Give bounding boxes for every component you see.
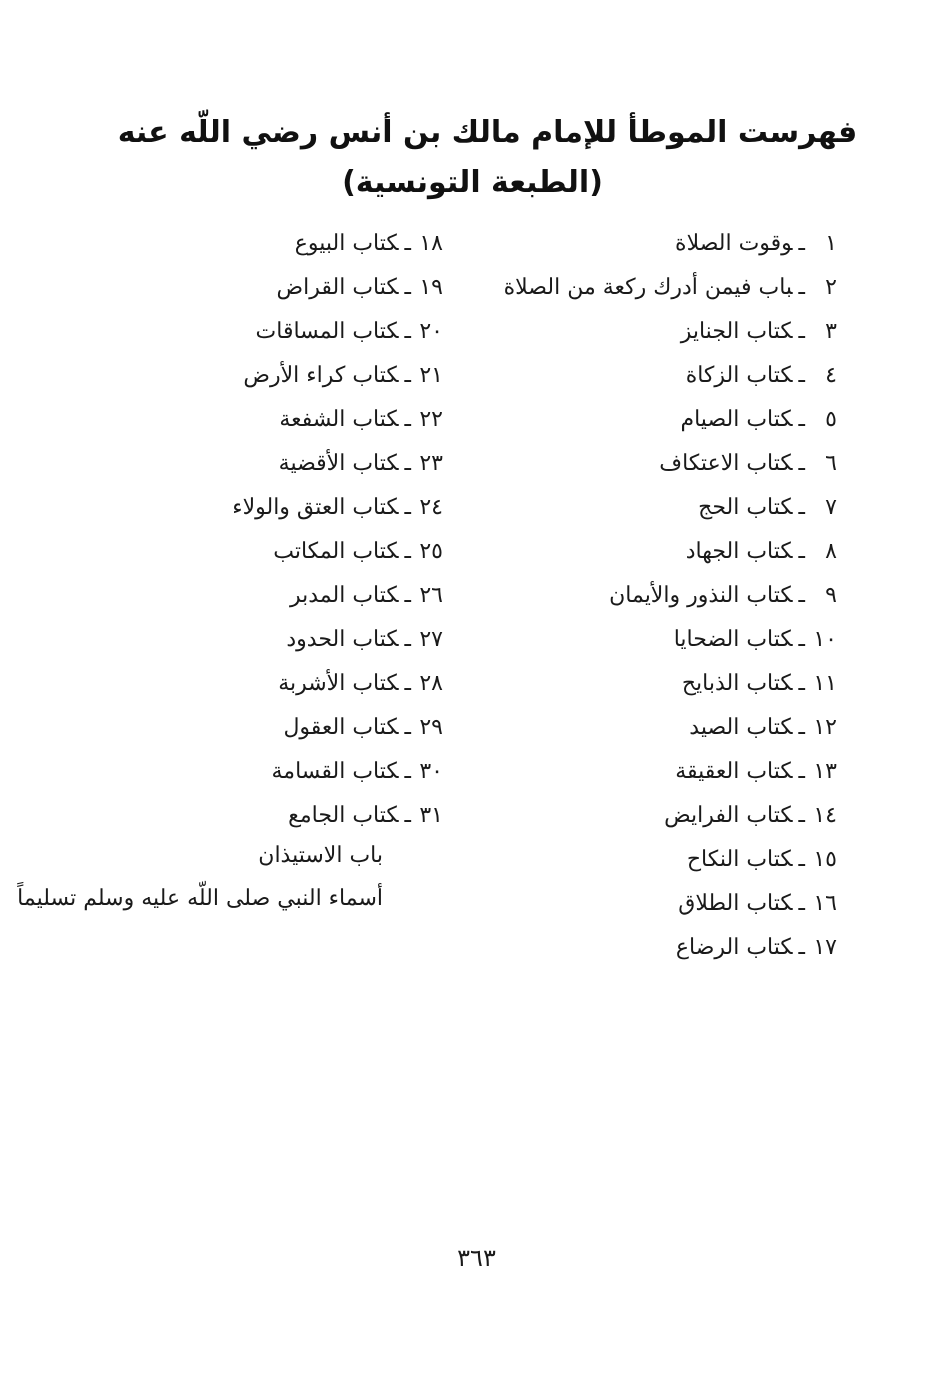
index-entry: [477, 226, 837, 270]
entry-number: ٦: [825, 451, 837, 476]
index-extra-entry-2: أسماء النبي صلى اللّه عليه وسلم تسليماً: [17, 886, 383, 911]
entry-title: كتاب الجنايز: [680, 319, 793, 344]
entry-dash: ـ: [798, 275, 805, 300]
entry-dash: ـ: [798, 319, 805, 344]
index-entry: [23, 754, 443, 798]
entry-title: كتاب الجهاد: [685, 539, 793, 564]
index-entry: [477, 446, 837, 490]
entry-dash: ـ: [404, 451, 411, 476]
index-entry: [23, 446, 443, 490]
index-entry: [23, 578, 443, 622]
entry-number: ٣٠: [419, 759, 443, 784]
entry-number: ٥: [825, 407, 837, 432]
entry-title: كتاب العتق والولاء: [232, 495, 399, 520]
entry-number: ٢١: [419, 363, 443, 388]
entry-title: كتاب القسامة: [271, 759, 399, 784]
entry-number: ١٩: [419, 275, 443, 300]
entry-title: كتاب الذبايح: [681, 671, 793, 696]
entry-title: كتاب الأشربة: [278, 671, 399, 696]
entry-number: ٢٧: [419, 627, 443, 652]
entry-number: ١٢: [813, 715, 837, 740]
entry-title: كتاب المكاتب: [273, 539, 399, 564]
entry-number: ٢٣: [419, 451, 443, 476]
entry-dash: ـ: [404, 583, 411, 608]
entry-number: ٢٤: [419, 495, 443, 520]
entry-dash: ـ: [404, 231, 411, 256]
entry-dash: ـ: [404, 363, 411, 388]
index-entry: [23, 622, 443, 666]
entry-dash: ـ: [798, 671, 805, 696]
index-column-left: [23, 226, 443, 842]
title-line-1: فهرست الموطأ للإمام مالك بن أنس رضي اللّه عنه: [117, 115, 858, 150]
entry-dash: ـ: [798, 363, 805, 388]
index-entry: [23, 270, 443, 314]
entry-number: ٨: [825, 539, 837, 564]
entry-title: كتاب الأقضية: [278, 451, 399, 476]
entry-dash: ـ: [798, 715, 805, 740]
index-entry: [477, 622, 837, 666]
entry-number: ٣: [825, 319, 837, 344]
index-entry: [477, 666, 837, 710]
entry-title: كتاب الاعتكاف: [659, 451, 793, 476]
entry-title: باب فيمن أدرك ركعة من الصلاة: [503, 275, 793, 300]
entry-number: ١٠: [813, 627, 837, 652]
entry-number: ٤: [825, 363, 837, 388]
index-entry: [477, 402, 837, 446]
entry-title: كتاب البيوع: [294, 231, 399, 256]
entry-dash: ـ: [404, 671, 411, 696]
entry-dash: ـ: [798, 803, 805, 828]
index-entry: [477, 490, 837, 534]
entry-title: كتاب الحج: [698, 495, 793, 520]
index-entry: [477, 842, 837, 886]
entry-title: كتاب المدبر: [290, 583, 399, 608]
entry-title: كتاب الصيد: [689, 715, 793, 740]
entry-title: كتاب كراء الأرض: [243, 363, 399, 388]
entry-number: ١٥: [813, 847, 837, 872]
entry-title: كتاب الزكاة: [685, 363, 793, 388]
index-entry: [23, 402, 443, 446]
entry-number: ١١: [813, 671, 837, 696]
index-entry: [477, 886, 837, 930]
entry-dash: ـ: [404, 319, 411, 344]
entry-number: ٢٥: [419, 539, 443, 564]
index-entry: [23, 358, 443, 402]
entry-number: ٢٩: [419, 715, 443, 740]
index-entry: [477, 270, 837, 314]
entry-title: كتاب الصيام: [680, 407, 793, 432]
entry-number: ٢٠: [419, 319, 443, 344]
entry-dash: ـ: [404, 627, 411, 652]
entry-dash: ـ: [798, 759, 805, 784]
entry-title: كتاب المساقات: [255, 319, 399, 344]
entry-title: كتاب الضحايا: [673, 627, 793, 652]
entry-dash: ـ: [798, 495, 805, 520]
entry-dash: ـ: [404, 803, 411, 828]
index-entry: [23, 226, 443, 270]
entry-number: ١٧: [813, 935, 837, 960]
index-entry: [477, 534, 837, 578]
index-entry: [477, 578, 837, 622]
entry-title: كتاب العقيقة: [675, 759, 793, 784]
entry-dash: ـ: [798, 539, 805, 564]
entry-dash: ـ: [798, 935, 805, 960]
entry-dash: ـ: [798, 451, 805, 476]
entry-dash: ـ: [404, 759, 411, 784]
index-entry: [477, 798, 837, 842]
title-line-2: (الطبعة التونسية): [342, 165, 603, 200]
entry-number: ١٦: [813, 891, 837, 916]
page-number: ٣٦٣: [457, 1244, 496, 1272]
entry-dash: ـ: [798, 231, 805, 256]
index-entry: [23, 314, 443, 358]
entry-dash: ـ: [798, 891, 805, 916]
entry-title: كتاب الرضاع: [675, 935, 793, 960]
entry-title: كتاب الشفعة: [279, 407, 399, 432]
index-entry: [23, 666, 443, 710]
index-entry: [477, 930, 837, 974]
index-entry: [23, 490, 443, 534]
entry-number: ٣١: [419, 803, 443, 828]
entry-dash: ـ: [404, 715, 411, 740]
entry-number: ١٤: [813, 803, 837, 828]
entry-number: ٢٨: [419, 671, 443, 696]
entry-title: كتاب الفرايض: [664, 803, 793, 828]
page-title: [0, 108, 945, 208]
entry-title: كتاب الجامع: [288, 803, 399, 828]
index-column-right: [477, 226, 837, 974]
entry-number: ١: [825, 231, 837, 256]
entry-number: ٢: [825, 275, 837, 300]
entry-number: ٧: [825, 495, 837, 520]
entry-title: كتاب القراض: [276, 275, 399, 300]
index-entry: [23, 534, 443, 578]
index-entry: [477, 710, 837, 754]
entry-dash: ـ: [798, 583, 805, 608]
index-entry: [477, 314, 837, 358]
entry-dash: ـ: [404, 275, 411, 300]
entry-dash: ـ: [798, 407, 805, 432]
entry-title: كتاب الطلاق: [678, 891, 793, 916]
index-extra-entry-1: باب الاستيذان: [258, 843, 383, 868]
index-entry: [477, 754, 837, 798]
entry-number: ١٣: [813, 759, 837, 784]
entry-title: كتاب الحدود: [286, 627, 399, 652]
entry-number: ١٨: [419, 231, 443, 256]
index-entry: [477, 358, 837, 402]
entry-title: كتاب النذور والأيمان: [609, 583, 793, 608]
entry-number: ٩: [825, 583, 837, 608]
entry-number: ٢٦: [419, 583, 443, 608]
entry-dash: ـ: [798, 847, 805, 872]
entry-dash: ـ: [404, 539, 411, 564]
entry-title: كتاب العقول: [283, 715, 399, 740]
entry-dash: ـ: [404, 495, 411, 520]
index-entry: [23, 710, 443, 754]
entry-dash: ـ: [404, 407, 411, 432]
entry-title: وقوت الصلاة: [675, 231, 793, 256]
entry-dash: ـ: [798, 627, 805, 652]
entry-title: كتاب النكاح: [686, 847, 793, 872]
entry-number: ٢٢: [419, 407, 443, 432]
